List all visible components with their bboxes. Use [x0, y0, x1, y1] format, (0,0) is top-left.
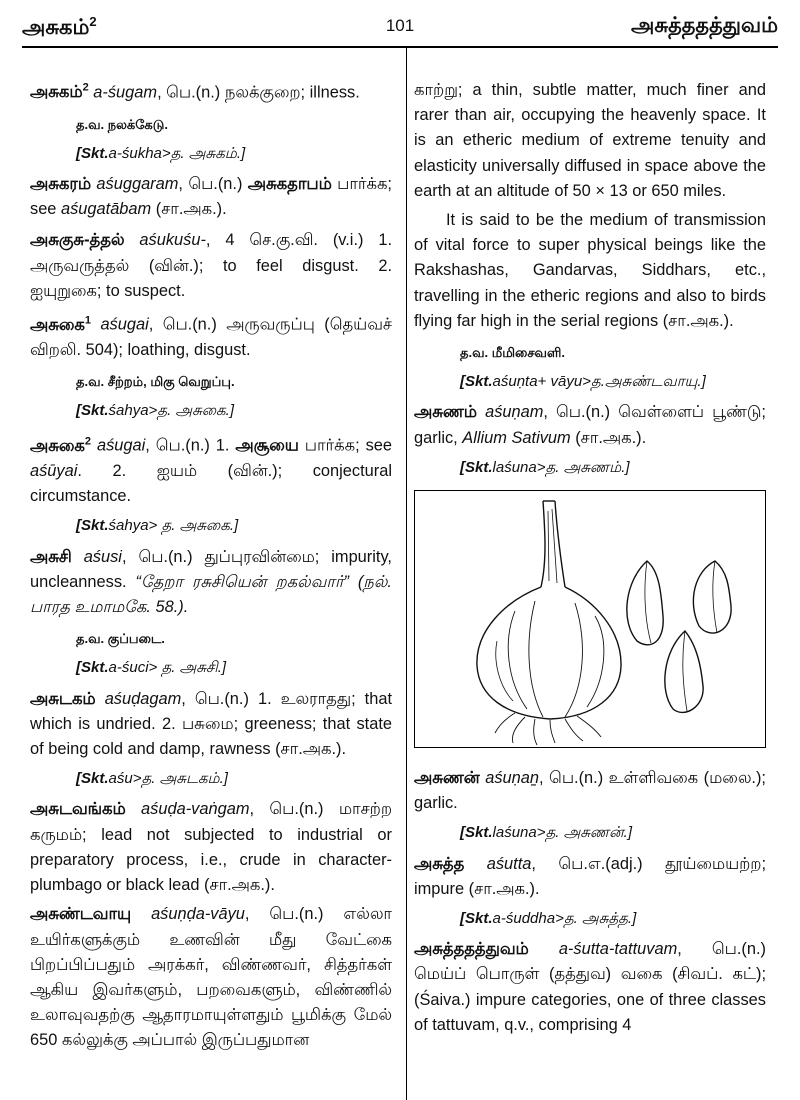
entry-asudagam [30, 687, 392, 763]
transliteration: a-śugam [93, 83, 158, 102]
quotation: “தேறா ரசுசியென் றகல்வார்” (நல். பாரத உமாமகே. 58.). [30, 572, 392, 617]
headword: அசுடவங்கம் [30, 800, 126, 819]
entry-asugam-2 [30, 76, 392, 106]
transliteration: aśuṇam [485, 403, 544, 422]
entry-asutta [414, 852, 766, 902]
entry-asugusu [30, 228, 392, 304]
garlic-bulb [477, 587, 621, 719]
entry-asusi [30, 545, 392, 621]
transliteration: aśutta [486, 854, 532, 873]
cross-reference-transliteration: aśūyai [30, 462, 78, 481]
continuation-text: காற்று; a thin, subtle matter, much finer and rarer than air, occupying the heavenly space. It is an etheric medium of extreme tenuity and elasticity universally diffused in space above the earth at an altitude of 50 × 13 or 650 miles. [414, 81, 766, 200]
tamil-equivalent: த.வ. மீமிசைவளி. [460, 345, 565, 361]
garlic-stem [541, 501, 545, 587]
garlic-illustration [414, 490, 766, 748]
entry-asugai-2: அசுகை$^2$ aśugai, பெ.(n.) 1. அசூயை பார்க்க; see aśūyai. 2. ஐயம் (வின்.); conjectural circumstance. [30, 435, 392, 506]
cross-reference: அசுகதாபம் [247, 175, 332, 194]
right-column [414, 78, 766, 1040]
headword: அசுகுசு-த்தல் [30, 231, 125, 250]
headword: அசுகை$^1$ [30, 314, 92, 334]
left-column [30, 76, 392, 1056]
entry-asunan [414, 766, 766, 816]
etymology: [Skt.aśu>த. அசுடகம்.] [76, 770, 228, 788]
page-header [22, 8, 778, 48]
etymology: [Skt.a-śukha>த. அசுகம்.] [76, 144, 246, 162]
headword: அசுத்த [414, 854, 465, 873]
tamil-equivalent: த.வ. நலக்கேடு. [76, 116, 168, 132]
transliteration: aśuḍagam [104, 689, 182, 708]
definition: , பெ.எ.(adj.) தூய்மையற்ற; impure (சா.அக.). [414, 854, 766, 898]
transliteration: aśuḍa-vaṅgam [141, 800, 250, 819]
definition: , பெ.(n.) மாசற்ற கருமம்; lead not subjected to industrial or preparatory process, i.e., crude in character-plumbago or black lead (சா.அக.). [30, 800, 392, 895]
tamil-equivalent: த.வ. குப்படை. [76, 631, 165, 647]
transliteration: aśuggaram [96, 175, 179, 194]
definition: , பெ.(n.) எல்லா உயிர்களுக்கும் உணவின் மீது வேட்கை பிறப்பிப்பதும் அரக்கர், விண்ணவர், சித்தர்கள் ஆகிய இவர்களும், பறவைகளும், விண்ணில் உலாவுவதற்கு ஆதாரமாயுள்ளதும் பூமிக்கு மேல் 650 கல்லுக்கு அப்பால் இருப்பதுமான [30, 905, 392, 1050]
entry-asunam: அசுணம் aśuṇam, பெ.(n.) வெள்ளைப் பூண்டு; garlic, Allium Sativum (சா.அக.). [414, 403, 766, 447]
etymology: [Skt.śahya>த. அசுகை.] [76, 402, 234, 420]
etymology: [Skt.śahya> த. அசுகை.] [76, 517, 239, 535]
transliteration: aśuṇaṉ [485, 769, 539, 788]
headword: அசுத்ததத்துவம் [414, 940, 529, 959]
headword: அசுகை$^2$ [30, 435, 92, 455]
continuation-paragraph: It is said to be the medium of transmission of vital force to super physical beings like the Rakshashas, Gandarvas, Siddhars, etc., travelling in the etheric regions and also to birds flying far high in the serial regions (சா.அக.). [414, 211, 766, 330]
transliteration: aśukuśu- [139, 231, 206, 250]
cross-reference: அசூயை [235, 436, 299, 455]
transliteration: aśuṇḍa-vāyu [151, 905, 245, 924]
entry-asundavayu [30, 902, 392, 1053]
definition: , 4 செ.கு.வி. (v.i.) 1. அருவருத்தல் (வின்.); to feel disgust. 2. ஐயுறுகை; to suspect. [30, 231, 393, 300]
transliteration: aśusi [83, 547, 122, 566]
transliteration: a-śutta-tattuvam [558, 940, 678, 959]
entry-asuttatattuvam [414, 937, 766, 1038]
etymology: [Skt.laśuna>த. அசுணன்.] [460, 824, 633, 842]
headword: அசுணன் [414, 769, 480, 788]
cross-reference-transliteration: aśugatābam [60, 200, 152, 219]
running-head-right: அசுத்ததத்துவம் [631, 14, 778, 37]
transliteration: aśugai [100, 315, 149, 334]
headword: அசுணம் [414, 403, 477, 422]
scientific-name: Allium Sativum [462, 428, 571, 447]
entry-asudavangam [30, 797, 392, 898]
column-divider [406, 48, 407, 1100]
etymology: [Skt.a-śuci> த. அசுசி.] [76, 659, 227, 677]
definition: , பெ.(n.) 1. உலராதது; that which is undried. 2. பசுமை; greeness; that state of being cold and damp, rawness (சா.அக.). [30, 689, 392, 759]
garlic-clove-2 [693, 561, 731, 633]
etymology: [Skt.aśuṇta+ vāyu>த.அசுண்டவாயு.] [460, 373, 706, 391]
headword: அசுசி [30, 547, 72, 566]
definition: , பெ.(n.) மெய்ப் பொருள் (தத்துவ) வகை (சிவப். கட்); (Śaiva.) impure categories, one of three classes of tattuvam, q.v., comprising 4 [414, 940, 766, 1034]
definition: , பெ.(n.) உள்ளிவகை (மலை.); garlic. [414, 769, 766, 813]
definition: , பெ.(n.) அருவருப்பு (தெய்வச் விறலி. 504); loathing, disgust. [30, 315, 392, 359]
entry-asugai-1 [30, 308, 392, 363]
headword: அசுகம்$^2$ [30, 82, 89, 102]
page-number: 101 [385, 16, 415, 35]
garlic-drawing [415, 491, 765, 747]
running-head-left-sup: 2 [89, 14, 97, 29]
running-head-left-word: அசுகம் [22, 16, 90, 39]
headword: அசுடகம் [30, 689, 96, 708]
tamil-equivalent: த.வ. சீற்றம், மிகு வெறுப்பு. [76, 373, 235, 389]
entry-asugaram: அசுகரம் aśuggaram, பெ.(n.) அசுகதாபம் பார்க்க; see aśugatābam (சா.அக.). [30, 175, 392, 219]
etymology: [Skt.a-śuddha>த. அசுத்த.] [460, 910, 637, 928]
transliteration: aśugai [96, 436, 146, 455]
definition: , பெ.(n.) துப்புரவின்மை; impurity, uncleanness. [30, 547, 392, 591]
headword: அசுகரம் [30, 175, 92, 194]
headword: அசுண்டவாயு [30, 905, 132, 924]
etymology: [Skt.laśuna>த. அசுணம்.] [460, 458, 630, 476]
header-rule [22, 46, 778, 48]
definition: , பெ.(n.) நலக்குறை; illness. [157, 83, 360, 102]
